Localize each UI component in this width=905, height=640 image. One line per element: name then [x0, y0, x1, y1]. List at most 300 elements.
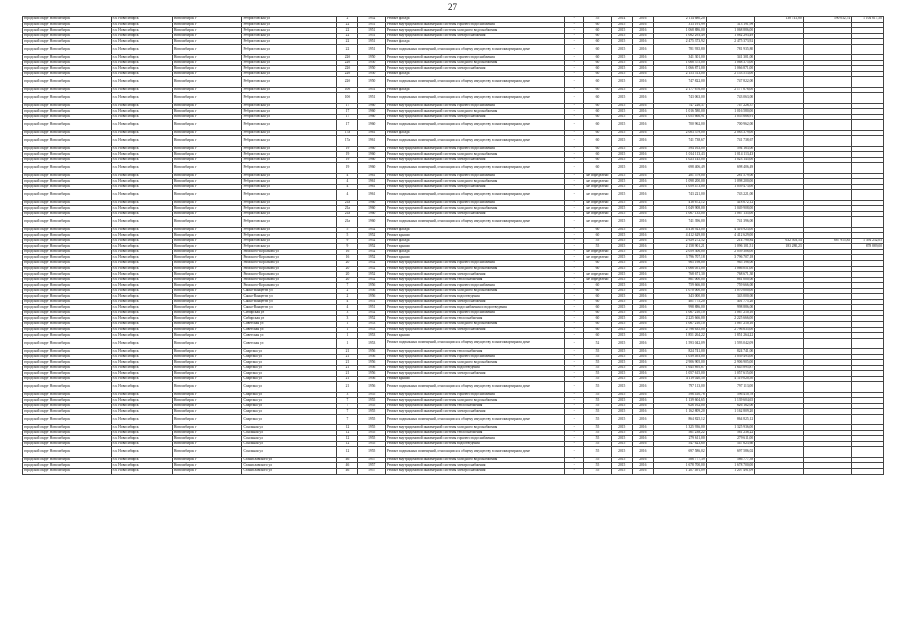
cell-municipality: городской округ Новосибирск [23, 457, 112, 463]
cell-plan-year-start: 2015 [611, 217, 632, 227]
cell-municipality: городской округ Новосибирск [23, 365, 112, 371]
cell-house-number: 12 [337, 430, 358, 436]
cell-owners-funds: 1 104 617,50 [852, 17, 884, 23]
cell-plan-year-start: 2015 [611, 44, 632, 54]
cell-house-number: 22 [337, 28, 358, 34]
cell-settlement: г.п. Новосибирск [111, 447, 172, 457]
cell-owners-funds [852, 414, 884, 424]
cell-separator: - [565, 409, 584, 415]
cell-build-year: 1957 [358, 468, 385, 474]
cell-work-type: Ремонт подвальных помещений, относящихся к общему имуществу в многоквартирном доме [385, 217, 564, 227]
cell-house-number: 21 [337, 349, 358, 355]
cell-work-type: Ремонт фасада [385, 87, 564, 93]
cell-municipality: городской округ Новосибирск [23, 173, 112, 179]
cell-plan-year-end: 2016 [632, 200, 653, 206]
cell-work-type: Ремонт подвальных помещений, относящихся к общему имуществу в многоквартирном доме [385, 93, 564, 103]
cell-wear-percent: 60 [584, 71, 611, 77]
cell-plan-year-end: 2016 [632, 288, 653, 294]
cell-plan-year-start: 2015 [611, 266, 632, 272]
cell-total-cost: 1 023 145,00 [653, 157, 706, 163]
cell-separator: - [565, 146, 584, 152]
cell-build-year: 1950 [358, 60, 385, 66]
cell-house-number: 16 [337, 249, 358, 255]
cell-fund-amount: 1 067 135,00 [706, 211, 755, 217]
cell-total-cost: 626 162,00 [653, 403, 706, 409]
cell-wear-percent: 60 [584, 109, 611, 115]
cell-street: Ребристовская ул [242, 39, 337, 45]
cell-street: Ребристовская ул [242, 77, 337, 87]
cell-total-cost: 1 059 473,00 [653, 184, 706, 190]
cell-build-year: 1955 [358, 430, 385, 436]
cell-plan-year-start: 2015 [611, 244, 632, 250]
cell-fund-amount: 1 014 113,43 [706, 152, 755, 158]
cell-build-year: 1955 [358, 414, 385, 424]
cell-city: Новосибирск г [172, 288, 242, 294]
cell-build-year: 1960 [358, 103, 385, 109]
cell-municipality: городской округ Новосибирск [23, 294, 112, 300]
cell-fund-amount: 1 055 666,91 [706, 114, 755, 120]
cell-build-year: 1961 [358, 179, 385, 185]
cell-street: Станиславского ул [242, 457, 337, 463]
cell-house-number: 20 [337, 277, 358, 283]
cell-house-number: 4 [337, 190, 358, 200]
cell-plan-year-start: 2015 [611, 468, 632, 474]
table-row [23, 77, 884, 87]
cell-build-year: 1955 [358, 436, 385, 442]
cell-fund-amount: 781 935,80 [706, 44, 755, 54]
cell-wear-percent: 60 [584, 103, 611, 109]
cell-work-type: Ремонт внутридомовой инженерной системы водоотведения [385, 294, 564, 300]
cell-house-number: 7 [337, 398, 358, 404]
cell-build-year: 1957 [358, 457, 385, 463]
cell-build-year: 1951 [358, 39, 385, 45]
cell-work-type: Ремонт внутридомовой инженерной системы горячего водоснабжения [385, 55, 564, 61]
cell-plan-year-start: 2015 [611, 457, 632, 463]
cell-plan-year-start: 2015 [611, 136, 632, 146]
cell-plan-year-start: 2015 [611, 233, 632, 239]
cell-fund-amount: 547 623,60 [706, 441, 755, 447]
cell-total-cost: 1 039 493,00 [653, 354, 706, 360]
cell-settlement: г.п. Новосибирск [111, 392, 172, 398]
cell-settlement: г.п. Новосибирск [111, 206, 172, 212]
cell-settlement: г.п. Новосибирск [111, 360, 172, 366]
cell-settlement: г.п. Новосибирск [111, 130, 172, 136]
cell-plan-year-start: 2015 [611, 305, 632, 311]
cell-owners-funds [852, 120, 884, 130]
cell-settlement: г.п. Новосибирск [111, 103, 172, 109]
cell-municipality: городской округ Новосибирск [23, 163, 112, 173]
cell-municipality: городской округ Новосибирск [23, 200, 112, 206]
cell-separator: - [565, 163, 584, 173]
cell-plan-year-start: 2015 [611, 206, 632, 212]
cell-house-number: 3 [337, 310, 358, 316]
cell-build-year: 1952 [358, 272, 385, 278]
cell-wear-percent: 55 [584, 360, 611, 366]
cell-plan-year-end: 2016 [632, 66, 653, 72]
cell-house-number: 4 [337, 299, 358, 305]
cell-plan-year-end: 2016 [632, 354, 653, 360]
cell-work-type: Ремонт фасада [385, 71, 564, 77]
cell-wear-percent: 60 [584, 77, 611, 87]
cell-fund-amount: 1 059 473,00 [706, 184, 755, 190]
cell-wear-percent: 60 [584, 310, 611, 316]
cell-municipality: городской округ Новосибирск [23, 87, 112, 93]
cell-city: Новосибирск г [172, 382, 242, 392]
cell-total-cost: 343 000,00 [653, 294, 706, 300]
cell-plan-year-end: 2016 [632, 120, 653, 130]
cell-owners-funds [852, 217, 884, 227]
cell-build-year: 1952 [358, 255, 385, 261]
cell-wear-percent: 60 [584, 305, 611, 311]
cell-build-year: 1960 [358, 146, 385, 152]
cell-wear-percent: 55 [584, 457, 611, 463]
cell-wear-percent: 60 [584, 333, 611, 339]
cell-settlement: г.п. Новосибирск [111, 233, 172, 239]
cell-total-cost: 2 177 676,00 [653, 87, 706, 93]
cell-city: Новосибирск г [172, 152, 242, 158]
cell-city: Новосибирск г [172, 299, 242, 305]
cell-fund-amount: 864 825,12 [706, 414, 755, 424]
cell-fund-amount: 1 068 375,00 [706, 60, 755, 66]
cell-plan-year-start: 2015 [611, 288, 632, 294]
cell-fund-amount: 1 162 809,20 [706, 409, 755, 415]
cell-fund-amount: 1 851 264,22 [706, 333, 755, 339]
cell-municipality: городской округ Новосибирск [23, 349, 112, 355]
cell-fund-amount: 214 790,84 [706, 238, 755, 244]
cell-build-year: 1960 [358, 206, 385, 212]
cell-work-type: Ремонт внутридомовой инженерной системы электроснабжения [385, 114, 564, 120]
cell-work-type: Ремонт внутридомовой инженерной системы водоотведения [385, 365, 564, 371]
cell-total-cost: 698 406,49 [653, 163, 706, 173]
cell-fund-amount: 1 645 895,87 [706, 365, 755, 371]
cell-total-cost: 824 741,00 [653, 349, 706, 355]
cell-fund-amount: 586 777,39 [706, 457, 755, 463]
cell-street: Сакко-Ванцетти ул [242, 305, 337, 311]
cell-house-number: 3 [337, 316, 358, 322]
cell-municipality: городской округ Новосибирск [23, 190, 112, 200]
cell-city: Новосибирск г [172, 255, 242, 261]
cell-wear-percent: 55 [584, 17, 611, 23]
cell-build-year: 1955 [358, 441, 385, 447]
cell-house-number: 1 [337, 327, 358, 333]
cell-total-cost: 1 645 895,87 [653, 365, 706, 371]
cell-wear-percent: 60 [584, 299, 611, 305]
cell-regional-budget [803, 414, 852, 424]
cell-settlement: г.п. Новосибирск [111, 87, 172, 93]
cell-plan-year-end: 2016 [632, 173, 653, 179]
cell-settlement: г.п. Новосибирск [111, 277, 172, 283]
cell-city: Новосибирск г [172, 409, 242, 415]
cell-house-number: 22б [337, 71, 358, 77]
cell-settlement: г.п. Новосибирск [111, 294, 172, 300]
cell-work-type: Ремонт фасада [385, 39, 564, 45]
cell-total-cost: 1 098 200,00 [653, 179, 706, 185]
cell-street: Сибирская ул [242, 316, 337, 322]
cell-total-cost: 1 066 871,00 [653, 66, 706, 72]
cell-municipality: городской округ Новосибирск [23, 371, 112, 377]
cell-settlement: г.п. Новосибирск [111, 436, 172, 442]
cell-total-cost: 418 672,12 [653, 200, 706, 206]
cell-total-cost: 1 851 264,22 [653, 333, 706, 339]
cell-build-year: 1952 [358, 316, 385, 322]
cell-municipality: городской округ Новосибирск [23, 217, 112, 227]
cell-street: Ребристовская ул [242, 44, 337, 54]
cell-separator: - [565, 447, 584, 457]
cell-street: Ребристовская ул [242, 33, 337, 39]
cell-street: Ребристовская ул [242, 200, 337, 206]
cell-local-budget: 138 741,80 [755, 17, 804, 23]
cell-fund-amount: 747 822,00 [706, 77, 755, 87]
cell-wear-percent: 60 [584, 322, 611, 328]
cell-municipality: городской округ Новосибирск [23, 227, 112, 233]
cell-total-cost: 2 114 680,20 [653, 17, 706, 23]
cell-settlement: г.п. Новосибирск [111, 190, 172, 200]
cell-plan-year-end: 2016 [632, 217, 653, 227]
cell-city: Новосибирск г [172, 227, 242, 233]
cell-regional-budget [803, 468, 852, 474]
cell-plan-year-end: 2016 [632, 283, 653, 289]
cell-plan-year-end: 2016 [632, 163, 653, 173]
cell-build-year: 1961 [358, 190, 385, 200]
cell-total-cost: 998 886,00 [653, 305, 706, 311]
cell-municipality: городской округ Новосибирск [23, 310, 112, 316]
cell-work-type: Ремонт внутридомовой инженерной системы горячего водоснабжения [385, 173, 564, 179]
cell-fund-amount: 700 962,00 [706, 120, 755, 130]
cell-house-number: 46 [337, 463, 358, 469]
cell-wear-percent: 55 [584, 403, 611, 409]
cell-wear-percent: 60 [584, 327, 611, 333]
cell-total-cost: 1 068 886,00 [653, 28, 706, 34]
cell-work-type: Ремонт внутридомовой инженерной системы холодного водоснабжения [385, 266, 564, 272]
cell-separator: - [565, 457, 584, 463]
cell-fund-amount: 2 153 513,00 [706, 71, 755, 77]
cell-settlement: г.п. Новосибирск [111, 136, 172, 146]
cell-municipality: городской округ Новосибирск [23, 409, 112, 415]
cell-plan-year-end: 2016 [632, 360, 653, 366]
cell-owners-funds [852, 136, 884, 146]
cell-regional-budget [803, 163, 852, 173]
cell-city: Новосибирск г [172, 447, 242, 457]
cell-city: Новосибирск г [172, 403, 242, 409]
cell-build-year: 1953 [358, 338, 385, 348]
cell-city: Новосибирск г [172, 322, 242, 328]
cell-street: Станиславского ул [242, 463, 337, 469]
cell-work-type: Ремонт внутридомовой инженерной системы холодного водоснабжения [385, 28, 564, 34]
cell-regional-budget [803, 120, 852, 130]
cell-municipality: городской округ Новосибирск [23, 109, 112, 115]
cell-house-number: 17а [337, 130, 358, 136]
cell-city: Новосибирск г [172, 109, 242, 115]
cell-municipality: городской округ Новосибирск [23, 238, 112, 244]
cell-municipality: городской округ Новосибирск [23, 184, 112, 190]
cell-build-year: 1960 [358, 200, 385, 206]
cell-work-type: Ремонт внутридомовой инженерной системы электроснабжения [385, 327, 564, 333]
cell-plan-year-end: 2016 [632, 333, 653, 339]
cell-street: Ребристовская ул [242, 211, 337, 217]
cell-work-type: Ремонт фасада [385, 130, 564, 136]
cell-street: Ребристовская ул [242, 190, 337, 200]
cell-house-number: 17а [337, 136, 358, 146]
cell-plan-year-end: 2016 [632, 430, 653, 436]
cell-regional-budget [803, 217, 852, 227]
cell-municipality: городской округ Новосибирск [23, 146, 112, 152]
cell-municipality: городской округ Новосибирск [23, 233, 112, 239]
cell-total-cost: 341 301,00 [653, 55, 706, 61]
cell-settlement: г.п. Новосибирск [111, 354, 172, 360]
cell-work-type: Ремонт крыши [385, 255, 564, 261]
cell-total-cost: 2 906 905,00 [653, 360, 706, 366]
cell-city: Новосибирск г [172, 60, 242, 66]
cell-total-cost: 1 066 051,00 [653, 266, 706, 272]
cell-house-number: 12 [337, 447, 358, 457]
cell-work-type: Ремонт внутридомовой инженерной системы холодного водоснабжения [385, 360, 564, 366]
cell-plan-year-end: 2016 [632, 103, 653, 109]
table-row [23, 468, 884, 474]
cell-municipality: городской округ Новосибирск [23, 130, 112, 136]
cell-house-number: 2 [337, 294, 358, 300]
cell-wear-percent: 55 [584, 238, 611, 244]
cell-separator: - [565, 17, 584, 23]
cell-street: Спартака ул [242, 349, 337, 355]
cell-wear-percent: 60 [584, 146, 611, 152]
cell-settlement: г.п. Новосибирск [111, 288, 172, 294]
cell-wear-percent: 60 [584, 136, 611, 146]
cell-total-cost: 797 113,00 [653, 382, 706, 392]
cell-fund-amount: 341 301,00 [706, 55, 755, 61]
cell-work-type: Ремонт внутридомовой инженерной системы водоотведения [385, 441, 564, 447]
cell-build-year: 1961 [358, 184, 385, 190]
cell-house-number: 21 [337, 365, 358, 371]
cell-build-year: 1951 [358, 299, 385, 305]
cell-regional-budget [803, 447, 852, 457]
cell-street: Римского-Корсакова ул [242, 272, 337, 278]
cell-separator: - [565, 120, 584, 130]
cell-house-number: 4 [337, 184, 358, 190]
cell-street: Сакко-Ванцетти ул [242, 299, 337, 305]
cell-settlement: г.п. Новосибирск [111, 173, 172, 179]
cell-city: Новосибирск г [172, 190, 242, 200]
cell-build-year: 1951 [358, 93, 385, 103]
cell-total-cost: 2 796 635,00 [653, 327, 706, 333]
cell-municipality: городской округ Новосибирск [23, 333, 112, 339]
cell-fund-amount: 4 119 020,50 [706, 376, 755, 382]
cell-build-year: 1960 [358, 163, 385, 173]
cell-build-year: 1950 [358, 55, 385, 61]
cell-house-number: 20 [337, 260, 358, 266]
cell-settlement: г.п. Новосибирск [111, 55, 172, 61]
cell-plan-year-start: 2015 [611, 299, 632, 305]
cell-total-cost: 1 014 113,43 [653, 152, 706, 158]
cell-city: Новосибирск г [172, 130, 242, 136]
cell-total-cost: 4 416 923,00 [653, 227, 706, 233]
cell-work-type: Ремонт внутридомовой инженерной системы холодного водоснабжения [385, 322, 564, 328]
cell-settlement: г.п. Новосибирск [111, 272, 172, 278]
cell-municipality: городской округ Новосибирск [23, 382, 112, 392]
cell-plan-year-end: 2016 [632, 60, 653, 66]
cell-street: Ребристовская ул [242, 152, 337, 158]
cell-municipality: городской округ Новосибирск [23, 463, 112, 469]
cell-wear-percent: не определено [584, 173, 611, 179]
cell-total-cost: 2 083 379,00 [653, 130, 706, 136]
cell-fund-amount: 1 039 493,00 [706, 354, 755, 360]
cell-fund-amount: 2 796 635,00 [706, 327, 755, 333]
cell-street: Ребристовская ул [242, 103, 337, 109]
cell-separator: - [565, 71, 584, 77]
cell-municipality: городской округ Новосибирск [23, 120, 112, 130]
cell-plan-year-start: 2015 [611, 316, 632, 322]
cell-total-cost: 596 410,78 [653, 392, 706, 398]
cell-separator: - [565, 441, 584, 447]
cell-wear-percent: 55 [584, 371, 611, 377]
cell-total-cost: 861 000,00 [653, 277, 706, 283]
cell-plan-year-start: 2015 [611, 87, 632, 93]
cell-plan-year-start: 2015 [611, 277, 632, 283]
cell-local-budget [755, 468, 804, 474]
cell-work-type: Ремонт крыши [385, 233, 564, 239]
cell-wear-percent: 55 [584, 244, 611, 250]
cell-fund-amount: 743 063,00 [706, 93, 755, 103]
cell-municipality: городской округ Новосибирск [23, 288, 112, 294]
cell-plan-year-start: 2015 [611, 93, 632, 103]
cell-build-year: 1952 [358, 249, 385, 255]
cell-build-year: 1955 [358, 425, 385, 431]
cell-plan-year-start: 2014 [611, 17, 632, 23]
cell-street: Ребристовская ул [242, 227, 337, 233]
cell-settlement: г.п. Новосибирск [111, 71, 172, 77]
cell-plan-year-end: 2016 [632, 327, 653, 333]
cell-regional-budget [803, 136, 852, 146]
cell-settlement: г.п. Новосибирск [111, 316, 172, 322]
cell-municipality: городской округ Новосибирск [23, 152, 112, 158]
cell-plan-year-start: 2015 [611, 184, 632, 190]
table-row [23, 44, 884, 54]
cell-municipality: городской округ Новосибирск [23, 179, 112, 185]
cell-local-budget [755, 136, 804, 146]
cell-fund-amount: 418 672,12 [706, 200, 755, 206]
cell-regional-budget [803, 190, 852, 200]
cell-municipality: городской округ Новосибирск [23, 157, 112, 163]
cell-total-cost: 700 962,00 [653, 120, 706, 130]
cell-street: Спартака ул [242, 392, 337, 398]
cell-house-number: 1 [337, 333, 358, 339]
cell-plan-year-start: 2015 [611, 200, 632, 206]
cell-house-number: 12 [337, 441, 358, 447]
cell-plan-year-start: 2015 [611, 310, 632, 316]
cell-owners-funds [852, 163, 884, 173]
cell-fund-amount: 797 113,00 [706, 382, 755, 392]
cell-regional-budget [803, 77, 852, 87]
cell-fund-amount: 1 096 101,51 [706, 244, 755, 250]
cell-work-type: Ремонт внутридомовой инженерной системы электроснабжения [385, 463, 564, 469]
cell-city: Новосибирск г [172, 260, 242, 266]
cell-separator: - [565, 260, 584, 266]
cell-municipality: городской округ Новосибирск [23, 66, 112, 72]
cell-municipality: городской округ Новосибирск [23, 436, 112, 442]
cell-plan-year-end: 2016 [632, 87, 653, 93]
cell-fund-amount: 561 238,22 [706, 430, 755, 436]
table-row [23, 382, 884, 392]
cell-city: Новосибирск г [172, 310, 242, 316]
cell-plan-year-end: 2016 [632, 468, 653, 474]
page-number: 27 [448, 2, 457, 12]
cell-plan-year-start: 2015 [611, 322, 632, 328]
cell-street: Спартака ул [242, 354, 337, 360]
cell-settlement: г.п. Новосибирск [111, 211, 172, 217]
cell-house-number: 21 [337, 382, 358, 392]
cell-house-number: 19 [337, 152, 358, 158]
cell-separator: - [565, 206, 584, 212]
cell-wear-percent: 60 [584, 163, 611, 173]
